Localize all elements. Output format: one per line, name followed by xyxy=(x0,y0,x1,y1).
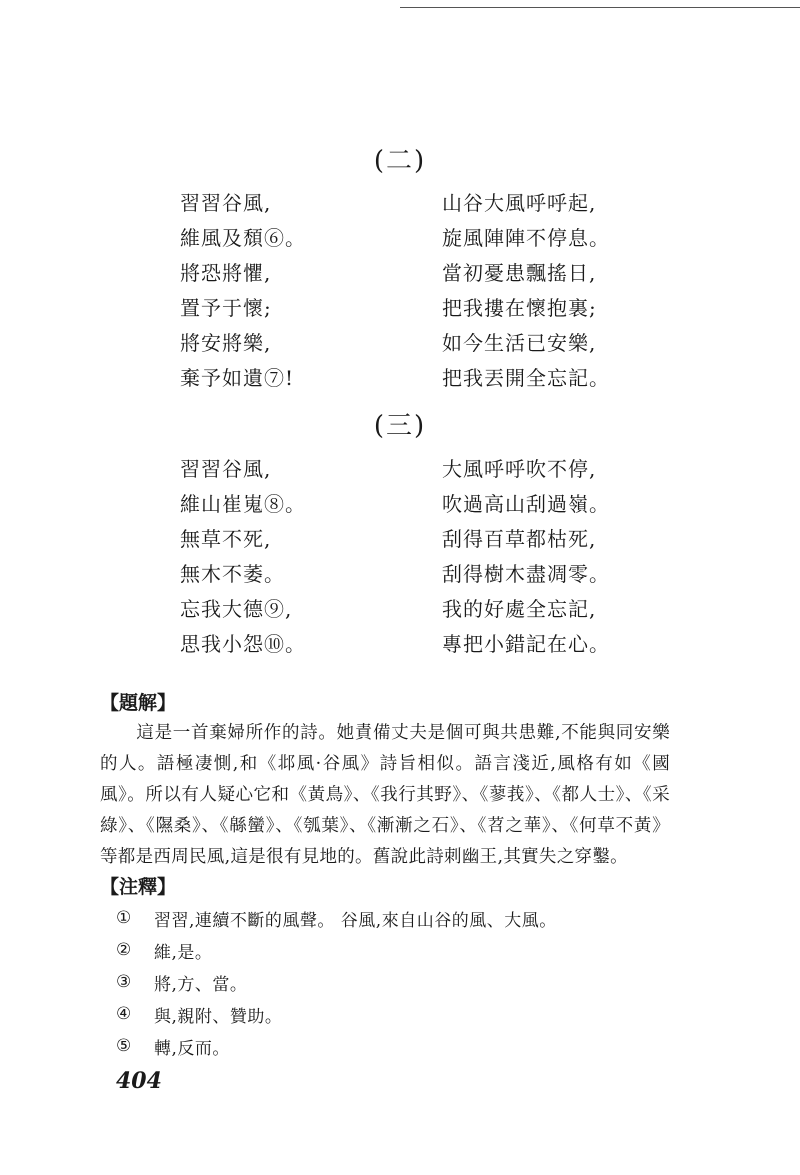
original-line: 維風及頹⑥。 xyxy=(180,226,306,250)
note-text: 轉,反而。 xyxy=(154,1038,230,1059)
translation-line: 刮得樹木盡凋零。 xyxy=(442,562,610,586)
original-line: 思我小怨⑩。 xyxy=(180,632,306,656)
poem-line xyxy=(180,219,620,254)
poem-line xyxy=(180,359,620,394)
poem-line xyxy=(180,289,620,324)
poem-line xyxy=(180,555,620,590)
note-text: 維,是。 xyxy=(154,942,213,963)
note-text: 與,親附、贊助。 xyxy=(154,1006,283,1027)
original-line: 維山崔嵬⑧。 xyxy=(180,492,306,516)
note-item xyxy=(116,934,676,966)
translation-line: 如今生活已安樂, xyxy=(442,331,597,355)
note-number: ② xyxy=(116,940,132,960)
translation-line: 吹過高山刮過嶺。 xyxy=(442,492,610,516)
translation-line: 專把小錯記在心。 xyxy=(442,632,610,656)
section-heading-3: (三) xyxy=(373,411,427,441)
poem-section-3 xyxy=(180,450,620,660)
explanation-paragraph xyxy=(100,718,670,873)
poem-line xyxy=(180,254,620,289)
page-number: 404 xyxy=(116,1068,162,1094)
notes-heading: 【注釋】 xyxy=(100,876,177,898)
translation-line: 山谷大風呼呼起, xyxy=(442,191,597,215)
original-line: 忘我大德⑨, xyxy=(180,597,293,621)
poem-section-2 xyxy=(180,184,620,394)
translation-line: 當初憂患飄搖日, xyxy=(442,261,597,285)
translation-line: 把我丟開全忘記。 xyxy=(442,366,610,390)
poem-line xyxy=(180,184,620,219)
translation-line: 刮得百草都枯死, xyxy=(442,527,597,551)
note-text: 習習,連續不斷的風聲。 谷風,來自山谷的風、大風。 xyxy=(154,910,557,931)
original-line: 無草不死, xyxy=(180,527,272,551)
top-rule xyxy=(400,7,800,8)
original-line: 將安將樂, xyxy=(180,331,272,355)
note-text: 將,方、當。 xyxy=(154,974,248,995)
original-line: 將恐將懼, xyxy=(180,261,272,285)
poem-line xyxy=(180,625,620,660)
section-heading-2: (二) xyxy=(373,146,427,176)
poem-line xyxy=(180,324,620,359)
note-item xyxy=(116,1030,676,1062)
note-number: ④ xyxy=(116,1004,132,1024)
note-item xyxy=(116,902,676,934)
explanation-text: 這是一首棄婦所作的詩。她責備丈夫是個可與共患難,不能與同安樂的人。語極凄惻,和《邶風·谷風》詩旨相似。語言淺近,風格有如《國風》。所以有人疑心它和《黃鳥》、《我行其野》、《蓼莪》、《都人士》、《采綠》、《隰桑》、《緜蠻》、《瓠葉》、《漸漸之石》、《苕之華》、《何草不黃》等都是西周民風,這是很有見地的。舊說此詩刺幽王,其實失之穿鑿。 xyxy=(100,723,670,867)
original-line: 習習谷風, xyxy=(180,191,272,215)
note-number: ⑤ xyxy=(116,1036,132,1056)
original-line: 習習谷風, xyxy=(180,457,272,481)
original-line: 置予于懷; xyxy=(180,296,272,320)
notes-list xyxy=(116,902,676,1062)
note-number: ③ xyxy=(116,972,132,992)
translation-line: 把我摟在懷抱裏; xyxy=(442,296,597,320)
original-line: 棄予如遺⑦! xyxy=(180,366,295,390)
note-item xyxy=(116,998,676,1030)
note-number: ① xyxy=(116,908,132,928)
translation-line: 我的好處全忘記, xyxy=(442,597,597,621)
original-line: 無木不萎。 xyxy=(180,562,285,586)
poem-line xyxy=(180,450,620,485)
note-item xyxy=(116,966,676,998)
poem-line xyxy=(180,590,620,625)
translation-line: 大風呼呼吹不停, xyxy=(442,457,597,481)
poem-line xyxy=(180,485,620,520)
translation-line: 旋風陣陣不停息。 xyxy=(442,226,610,250)
poem-line xyxy=(180,520,620,555)
explanation-heading: 【題解】 xyxy=(100,692,177,714)
